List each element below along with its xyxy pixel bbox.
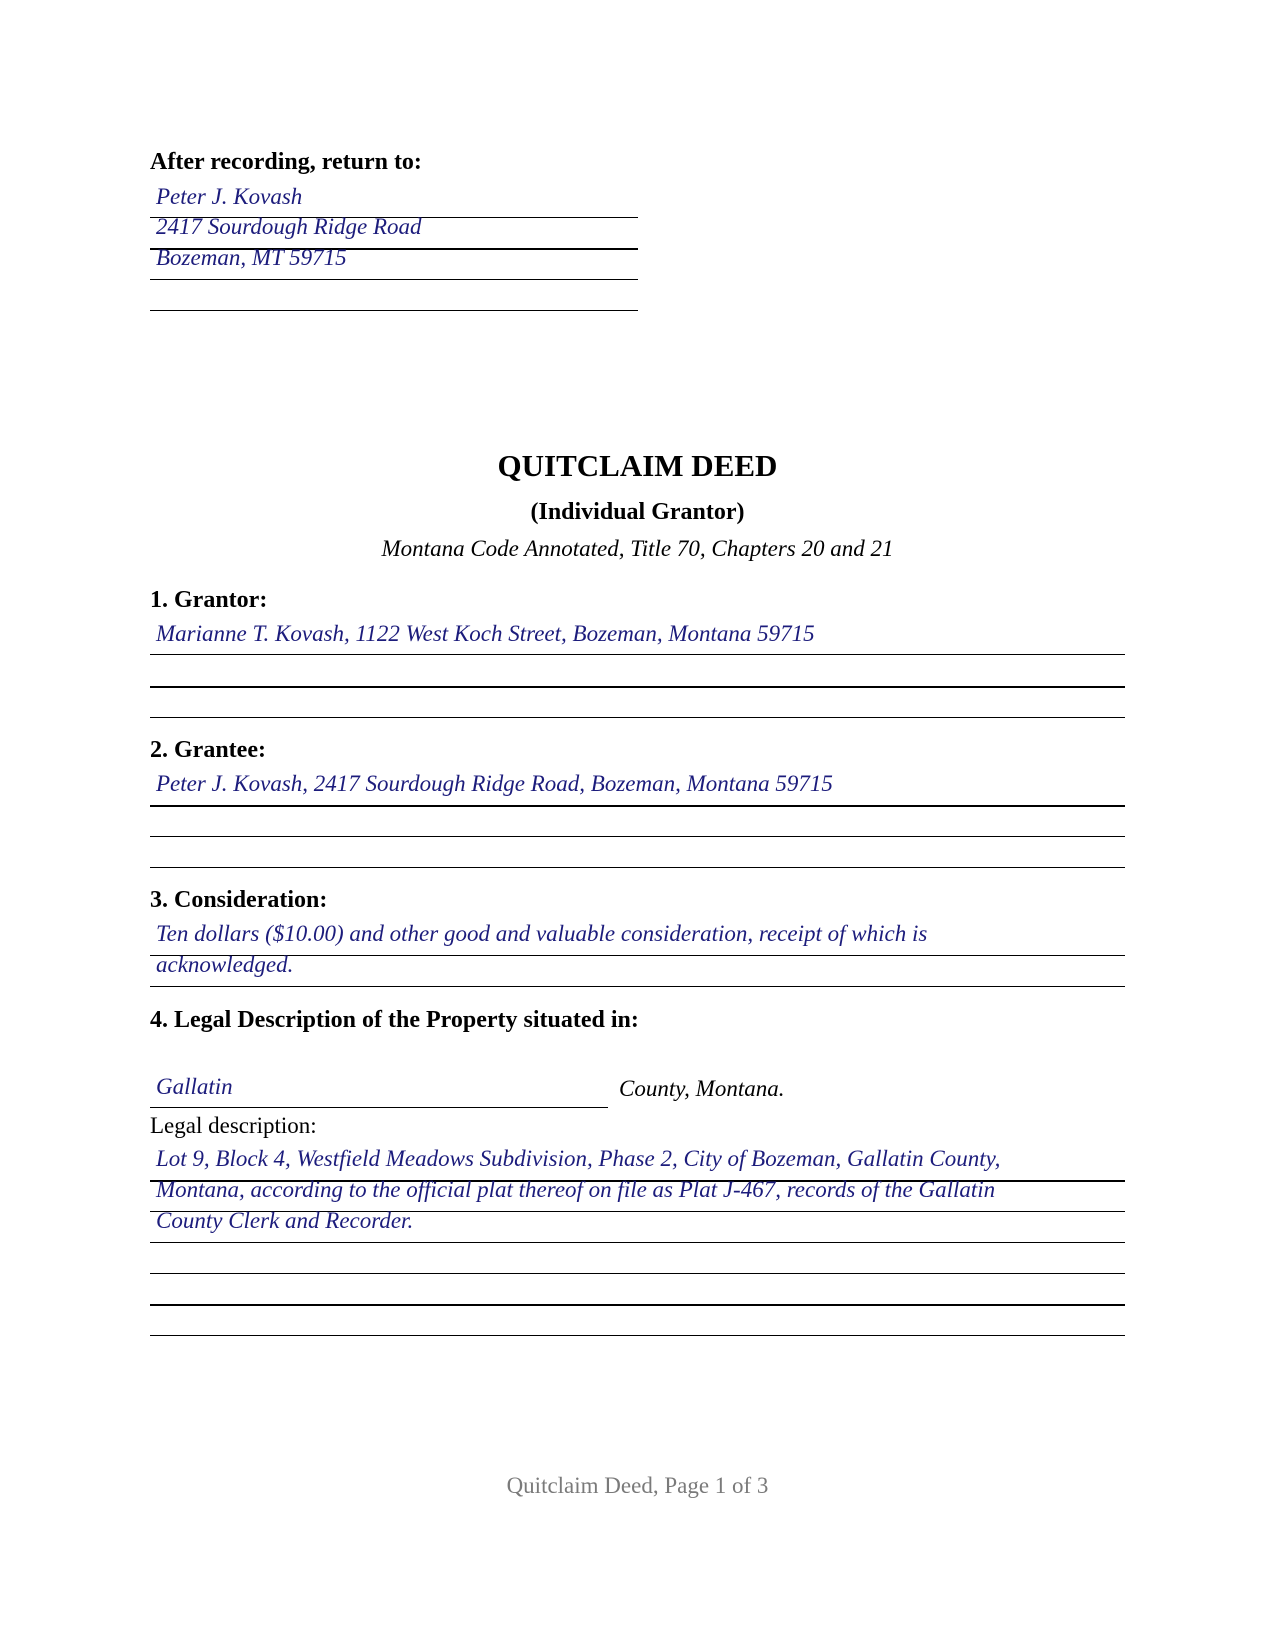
county-rule [150, 1107, 608, 1108]
legal-line-1[interactable]: Lot 9, Block 4, Westfield Meadows Subdivision, Phase 2, City of Bozeman, Gallatin County, [156, 1146, 1001, 1171]
consideration-rule-2 [150, 986, 1125, 987]
consideration-label: 3. Consideration: [150, 887, 328, 913]
grantor-rule-2 [150, 686, 1125, 688]
legal-rule-6 [150, 1335, 1125, 1336]
consideration-line-1[interactable]: Ten dollars ($10.00) and other good and valuable consideration, receipt of which is [156, 921, 928, 946]
page-footer: Quitclaim Deed, Page 1 of 3 [506, 1473, 769, 1498]
legal-rule-5 [150, 1304, 1125, 1306]
legal-rule-4 [150, 1273, 1125, 1274]
grantee-rule-3 [150, 867, 1125, 868]
grantor-label: 1. Grantor: [150, 587, 268, 613]
return-to-line-2[interactable]: 2417 Sourdough Ridge Road [156, 214, 422, 239]
property-label: 4. Legal Description of the Property situated in: [150, 1007, 639, 1033]
return-to-rule-4 [150, 310, 638, 311]
consideration-line-2[interactable]: acknowledged. [156, 952, 294, 977]
county-field[interactable]: Gallatin [156, 1074, 233, 1099]
grantee-rule-2 [150, 836, 1125, 837]
grantee-rule-1 [150, 805, 1125, 807]
grantor-rule-3 [150, 717, 1125, 718]
grantee-label: 2. Grantee: [150, 737, 266, 763]
return-to-label: After recording, return to: [150, 149, 422, 175]
return-to-rule-3 [150, 279, 638, 280]
legal-line-2[interactable]: Montana, according to the official plat thereof on file as Plat J-467, records of the Gallatin [156, 1177, 996, 1202]
legal-description-label: Legal description: [150, 1113, 317, 1138]
grantor-line-1[interactable]: Marianne T. Kovash, 1122 West Koch Street, Bozeman, Montana 59715 [156, 621, 815, 646]
grantee-line-1[interactable]: Peter J. Kovash, 2417 Sourdough Ridge Road, Bozeman, Montana 59715 [156, 771, 833, 796]
document-subtitle: (Individual Grantor) [530, 499, 745, 525]
return-to-line-1[interactable]: Peter J. Kovash [156, 184, 303, 209]
return-to-line-3[interactable]: Bozeman, MT 59715 [156, 245, 347, 270]
legal-line-3[interactable]: County Clerk and Recorder. [156, 1208, 414, 1233]
legal-rule-3 [150, 1242, 1125, 1243]
grantor-rule-1 [150, 654, 1125, 655]
county-suffix: County, Montana. [619, 1076, 785, 1101]
statute-citation: Montana Code Annotated, Title 70, Chapters 20 and 21 [381, 536, 894, 561]
document-title: QUITCLAIM DEED [497, 448, 778, 483]
